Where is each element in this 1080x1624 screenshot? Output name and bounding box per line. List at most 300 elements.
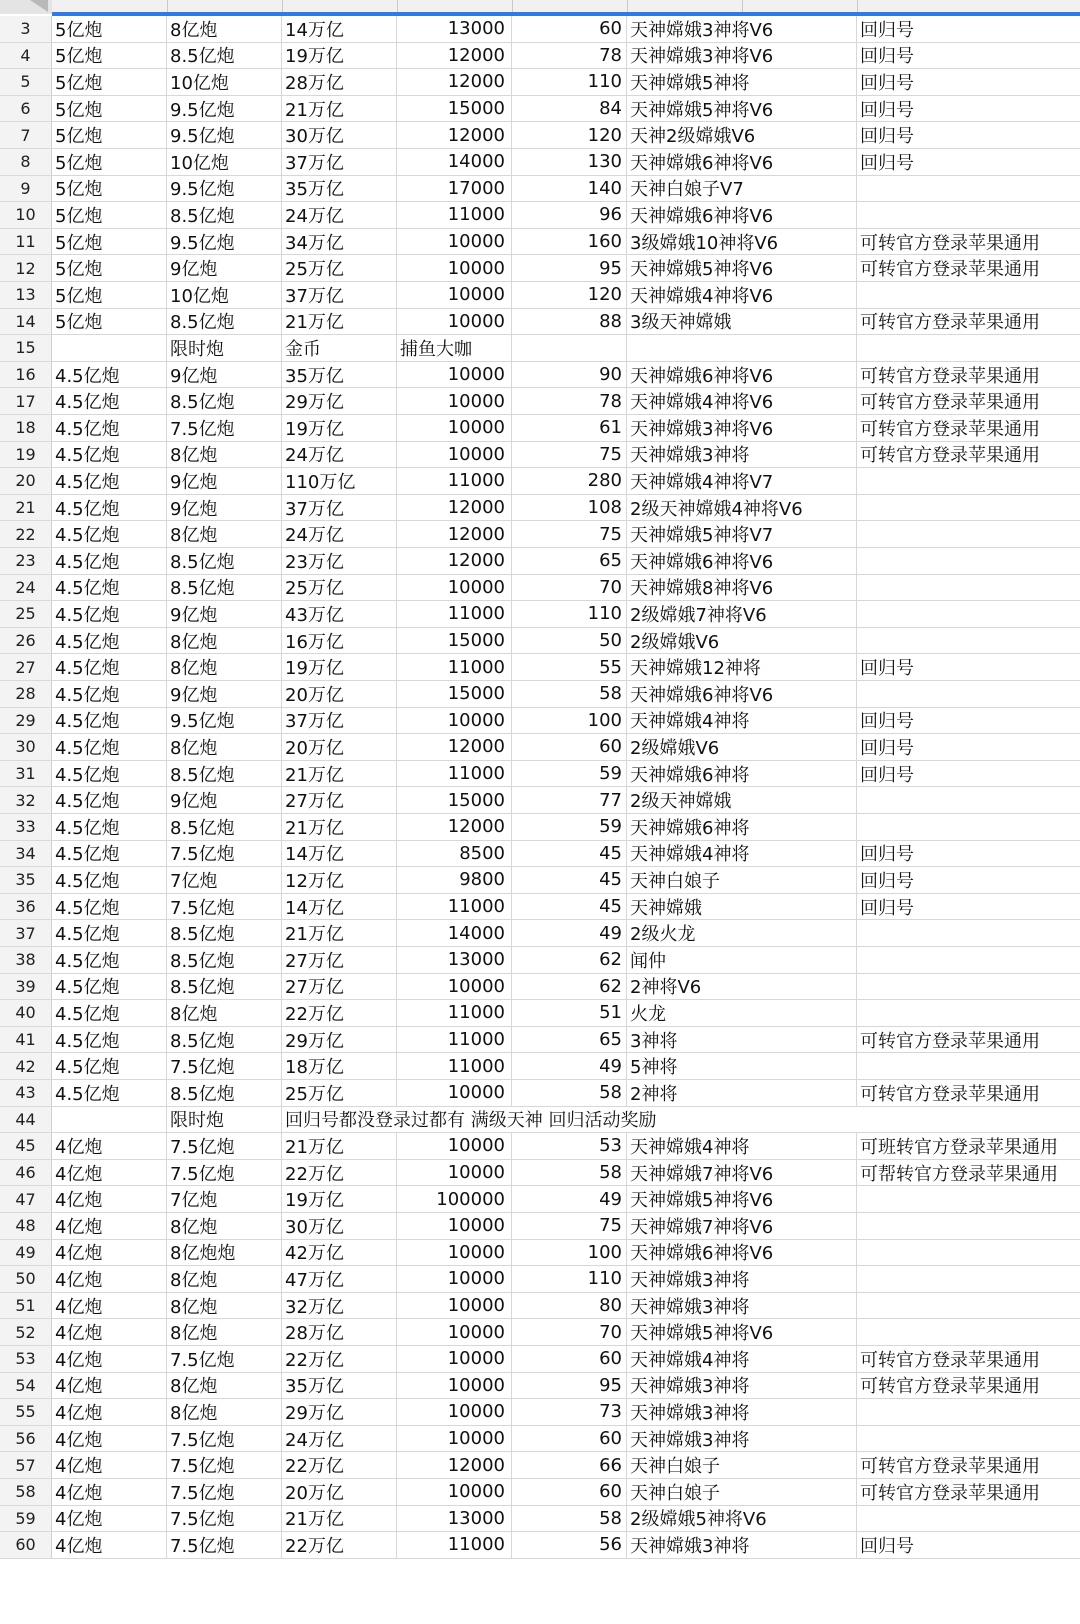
- cell-col-a[interactable]: 4.5亿炮: [52, 521, 167, 548]
- cell-col-d[interactable]: 11000: [397, 1000, 512, 1027]
- row-number[interactable]: 11: [0, 229, 52, 256]
- cell-col-d[interactable]: 12000: [397, 122, 512, 149]
- cell-col-e[interactable]: 66: [512, 1452, 627, 1479]
- cell-col-g[interactable]: [857, 920, 1080, 947]
- cell-col-e[interactable]: 58: [512, 681, 627, 708]
- cell-col-g[interactable]: 回归号: [857, 708, 1080, 735]
- cell-col-f[interactable]: 天神嫦娥3神将: [627, 1399, 857, 1426]
- cell-col-f[interactable]: [627, 1107, 857, 1134]
- cell-col-g[interactable]: [857, 468, 1080, 495]
- cell-col-a[interactable]: 4亿炮: [52, 1160, 167, 1187]
- cell-col-a[interactable]: 4亿炮: [52, 1452, 167, 1479]
- cell-col-f[interactable]: 2级火龙: [627, 920, 857, 947]
- cell-col-e[interactable]: 51: [512, 1000, 627, 1027]
- cell-col-e[interactable]: 84: [512, 96, 627, 123]
- cell-col-d[interactable]: 11000: [397, 1532, 512, 1559]
- cell-col-b[interactable]: 7.5亿炮: [167, 1426, 282, 1453]
- cell-col-g[interactable]: [857, 1213, 1080, 1240]
- cell-col-d[interactable]: 10000: [397, 415, 512, 442]
- cell-col-c[interactable]: 19万亿: [282, 43, 397, 70]
- cell-col-c[interactable]: 30万亿: [282, 1213, 397, 1240]
- cell-col-g[interactable]: 回归号: [857, 122, 1080, 149]
- cell-col-b[interactable]: 9亿炮: [167, 601, 282, 628]
- cell-col-c[interactable]: 28万亿: [282, 1319, 397, 1346]
- cell-col-g[interactable]: [857, 1506, 1080, 1533]
- cell-col-f[interactable]: 天神嫦娥5神将: [627, 69, 857, 96]
- cell-col-e[interactable]: 55: [512, 654, 627, 681]
- cell-col-d[interactable]: 10000: [397, 255, 512, 282]
- cell-col-d[interactable]: 12000: [397, 814, 512, 841]
- cell-col-a[interactable]: 5亿炮: [52, 282, 167, 309]
- cell-col-a[interactable]: 4.5亿炮: [52, 841, 167, 868]
- cell-col-e[interactable]: 61: [512, 415, 627, 442]
- cell-col-e[interactable]: 77: [512, 787, 627, 814]
- row-number[interactable]: 24: [0, 575, 52, 602]
- cell-col-a[interactable]: 5亿炮: [52, 229, 167, 256]
- row-number[interactable]: 14: [0, 309, 52, 336]
- cell-col-g[interactable]: 回归号: [857, 1532, 1080, 1559]
- cell-col-a[interactable]: 5亿炮: [52, 16, 167, 43]
- cell-col-g[interactable]: [857, 974, 1080, 1001]
- cell-col-f[interactable]: 天神嫦娥6神将V6: [627, 149, 857, 176]
- cell-col-d[interactable]: 13000: [397, 16, 512, 43]
- cell-col-d[interactable]: 13000: [397, 1506, 512, 1533]
- cell-col-e[interactable]: 49: [512, 1053, 627, 1080]
- cell-col-d[interactable]: 10000: [397, 1160, 512, 1187]
- cell-col-c[interactable]: 20万亿: [282, 1479, 397, 1506]
- cell-col-f[interactable]: 天神嫦娥3神将: [627, 1532, 857, 1559]
- cell-col-f[interactable]: 天神嫦娥7神将V6: [627, 1213, 857, 1240]
- cell-col-g[interactable]: 可转官方登录苹果通用: [857, 309, 1080, 336]
- cell-col-b[interactable]: 8.5亿炮: [167, 548, 282, 575]
- cell-col-d[interactable]: 11000: [397, 202, 512, 229]
- cell-col-f[interactable]: 3级嫦娥10神将V6: [627, 229, 857, 256]
- cell-col-c[interactable]: 37万亿: [282, 149, 397, 176]
- cell-col-f[interactable]: 天神嫦娥6神将V6: [627, 681, 857, 708]
- cell-col-b[interactable]: 7.5亿炮: [167, 1452, 282, 1479]
- cell-col-d[interactable]: 10000: [397, 1479, 512, 1506]
- cell-col-e[interactable]: 100: [512, 708, 627, 735]
- cell-col-d[interactable]: 11000: [397, 761, 512, 788]
- cell-col-g[interactable]: [857, 628, 1080, 655]
- cell-col-f[interactable]: 5神将: [627, 1053, 857, 1080]
- cell-col-c[interactable]: 43万亿: [282, 601, 397, 628]
- cell-col-d[interactable]: 12000: [397, 43, 512, 70]
- cell-col-d[interactable]: 10000: [397, 1213, 512, 1240]
- row-number[interactable]: 51: [0, 1293, 52, 1320]
- cell-col-b[interactable]: 8.5亿炮: [167, 947, 282, 974]
- cell-col-d[interactable]: 10000: [397, 1240, 512, 1267]
- cell-col-f[interactable]: 2级嫦娥V6: [627, 628, 857, 655]
- cell-col-c[interactable]: 32万亿: [282, 1293, 397, 1320]
- cell-col-b[interactable]: 10亿炮: [167, 69, 282, 96]
- cell-col-b[interactable]: 8亿炮: [167, 1000, 282, 1027]
- cell-col-b[interactable]: 8.5亿炮: [167, 920, 282, 947]
- cell-col-c[interactable]: 回归号都没登录过都有 满级天神 回归活动奖励: [282, 1107, 397, 1134]
- cell-col-a[interactable]: 4.5亿炮: [52, 894, 167, 921]
- cell-col-c[interactable]: 21万亿: [282, 96, 397, 123]
- cell-col-a[interactable]: 4.5亿炮: [52, 495, 167, 522]
- cell-col-g[interactable]: 可转官方登录苹果通用: [857, 1452, 1080, 1479]
- cell-col-c[interactable]: 19万亿: [282, 654, 397, 681]
- cell-col-f[interactable]: 天神嫦娥5神将V6: [627, 1186, 857, 1213]
- cell-col-b[interactable]: 8.5亿炮: [167, 814, 282, 841]
- cell-col-g[interactable]: [857, 202, 1080, 229]
- cell-col-c[interactable]: 25万亿: [282, 575, 397, 602]
- cell-col-c[interactable]: 29万亿: [282, 1399, 397, 1426]
- cell-col-b[interactable]: 8.5亿炮: [167, 974, 282, 1001]
- cell-col-e[interactable]: 60: [512, 1426, 627, 1453]
- cell-col-f[interactable]: 天神嫦娥6神将: [627, 761, 857, 788]
- cell-col-d[interactable]: 12000: [397, 1452, 512, 1479]
- cell-col-c[interactable]: 18万亿: [282, 1053, 397, 1080]
- row-number[interactable]: 13: [0, 282, 52, 309]
- cell-col-e[interactable]: 45: [512, 867, 627, 894]
- cell-col-b[interactable]: 8.5亿炮: [167, 1027, 282, 1054]
- cell-col-g[interactable]: 可班转官方登录苹果通用: [857, 1133, 1080, 1160]
- row-number[interactable]: 32: [0, 787, 52, 814]
- cell-col-f[interactable]: 天神嫦娥4神将: [627, 1133, 857, 1160]
- cell-col-c[interactable]: 金币: [282, 335, 397, 362]
- cell-col-a[interactable]: 4亿炮: [52, 1346, 167, 1373]
- row-number[interactable]: 46: [0, 1160, 52, 1187]
- cell-col-b[interactable]: 9.5亿炮: [167, 96, 282, 123]
- cell-col-f[interactable]: 天神嫦娥3神将: [627, 1373, 857, 1400]
- cell-col-c[interactable]: 14万亿: [282, 16, 397, 43]
- row-number[interactable]: 36: [0, 894, 52, 921]
- cell-col-e[interactable]: 58: [512, 1506, 627, 1533]
- cell-col-f[interactable]: [627, 335, 857, 362]
- cell-col-c[interactable]: 21万亿: [282, 761, 397, 788]
- cell-col-d[interactable]: 12000: [397, 521, 512, 548]
- cell-col-a[interactable]: 4亿炮: [52, 1186, 167, 1213]
- cell-col-b[interactable]: 7.5亿炮: [167, 1160, 282, 1187]
- cell-col-b[interactable]: 9亿炮: [167, 681, 282, 708]
- cell-col-b[interactable]: 10亿炮: [167, 149, 282, 176]
- cell-col-f[interactable]: 2级嫦娥5神将V6: [627, 1506, 857, 1533]
- cell-col-b[interactable]: 7.5亿炮: [167, 1133, 282, 1160]
- cell-col-g[interactable]: 回归号: [857, 761, 1080, 788]
- cell-col-d[interactable]: 14000: [397, 920, 512, 947]
- cell-col-g[interactable]: [857, 1426, 1080, 1453]
- column-divider[interactable]: [512, 0, 513, 12]
- cell-col-b[interactable]: 8亿炮: [167, 1293, 282, 1320]
- row-number[interactable]: 58: [0, 1479, 52, 1506]
- cell-col-g[interactable]: [857, 1240, 1080, 1267]
- cell-col-c[interactable]: 12万亿: [282, 867, 397, 894]
- cell-col-c[interactable]: 29万亿: [282, 388, 397, 415]
- cell-col-b[interactable]: 9亿炮: [167, 255, 282, 282]
- cell-col-d[interactable]: 100000: [397, 1186, 512, 1213]
- cell-col-b[interactable]: 8亿炮: [167, 1213, 282, 1240]
- cell-col-f[interactable]: 天神嫦娥8神将V6: [627, 575, 857, 602]
- cell-col-f[interactable]: 天神白娘子: [627, 867, 857, 894]
- cell-col-d[interactable]: 11000: [397, 1027, 512, 1054]
- cell-col-e[interactable]: 53: [512, 1133, 627, 1160]
- row-number[interactable]: 34: [0, 841, 52, 868]
- cell-col-a[interactable]: 4.5亿炮: [52, 867, 167, 894]
- cell-col-b[interactable]: 8.5亿炮: [167, 575, 282, 602]
- cell-col-a[interactable]: 4.5亿炮: [52, 601, 167, 628]
- cell-col-b[interactable]: 8亿炮: [167, 1266, 282, 1293]
- row-number[interactable]: 19: [0, 442, 52, 469]
- cell-col-g[interactable]: 回归号: [857, 69, 1080, 96]
- cell-col-b[interactable]: 限时炮: [167, 1107, 282, 1134]
- cell-col-a[interactable]: 4亿炮: [52, 1373, 167, 1400]
- cell-col-f[interactable]: 天神嫦娥6神将V6: [627, 362, 857, 389]
- cell-col-e[interactable]: 110: [512, 601, 627, 628]
- row-number[interactable]: 3: [0, 16, 52, 43]
- cell-col-g[interactable]: [857, 947, 1080, 974]
- cell-col-a[interactable]: 4亿炮: [52, 1133, 167, 1160]
- cell-col-e[interactable]: 45: [512, 841, 627, 868]
- cell-col-d[interactable]: 10000: [397, 1133, 512, 1160]
- cell-col-g[interactable]: [857, 1053, 1080, 1080]
- cell-col-f[interactable]: 天神嫦娥6神将V6: [627, 202, 857, 229]
- row-number[interactable]: 8: [0, 149, 52, 176]
- cell-col-c[interactable]: 24万亿: [282, 1426, 397, 1453]
- cell-col-c[interactable]: 35万亿: [282, 1373, 397, 1400]
- cell-col-g[interactable]: [857, 1399, 1080, 1426]
- cell-col-b[interactable]: 8亿炮: [167, 654, 282, 681]
- cell-col-d[interactable]: 10000: [397, 1426, 512, 1453]
- cell-col-f[interactable]: 天神嫦娥12神将: [627, 654, 857, 681]
- cell-col-b[interactable]: 10亿炮: [167, 282, 282, 309]
- cell-col-a[interactable]: 4.5亿炮: [52, 415, 167, 442]
- cell-col-c[interactable]: 22万亿: [282, 1532, 397, 1559]
- cell-col-a[interactable]: 4.5亿炮: [52, 1027, 167, 1054]
- cell-col-d[interactable]: 11000: [397, 894, 512, 921]
- row-number[interactable]: 28: [0, 681, 52, 708]
- cell-col-c[interactable]: 35万亿: [282, 362, 397, 389]
- cell-col-d[interactable]: 10000: [397, 1080, 512, 1107]
- cell-col-c[interactable]: 24万亿: [282, 442, 397, 469]
- cell-col-b[interactable]: 7.5亿炮: [167, 1479, 282, 1506]
- cell-col-f[interactable]: 天神嫦娥4神将: [627, 841, 857, 868]
- row-number[interactable]: 45: [0, 1133, 52, 1160]
- cell-col-d[interactable]: 10000: [397, 708, 512, 735]
- cell-col-f[interactable]: 天神嫦娥4神将: [627, 1346, 857, 1373]
- cell-col-a[interactable]: 4.5亿炮: [52, 947, 167, 974]
- cell-col-e[interactable]: 70: [512, 575, 627, 602]
- cell-col-a[interactable]: 4.5亿炮: [52, 761, 167, 788]
- cell-col-a[interactable]: 4亿炮: [52, 1240, 167, 1267]
- cell-col-g[interactable]: [857, 282, 1080, 309]
- cell-col-g[interactable]: [857, 681, 1080, 708]
- cell-col-d[interactable]: 10000: [397, 388, 512, 415]
- cell-col-b[interactable]: 9亿炮: [167, 787, 282, 814]
- cell-col-e[interactable]: 95: [512, 1373, 627, 1400]
- cell-col-d[interactable]: 11000: [397, 654, 512, 681]
- cell-col-d[interactable]: 10000: [397, 1266, 512, 1293]
- cell-col-b[interactable]: 8.5亿炮: [167, 309, 282, 336]
- cell-col-e[interactable]: 58: [512, 1080, 627, 1107]
- cell-col-f[interactable]: 天神嫦娥3神将: [627, 1266, 857, 1293]
- cell-col-d[interactable]: 10000: [397, 1373, 512, 1400]
- row-number[interactable]: 21: [0, 495, 52, 522]
- cell-col-a[interactable]: 4亿炮: [52, 1426, 167, 1453]
- row-number[interactable]: 47: [0, 1186, 52, 1213]
- cell-col-b[interactable]: 7亿炮: [167, 1186, 282, 1213]
- cell-col-f[interactable]: 2级嫦娥7神将V6: [627, 601, 857, 628]
- cell-col-f[interactable]: 天神嫦娥3神将: [627, 442, 857, 469]
- cell-col-f[interactable]: 2级天神嫦娥: [627, 787, 857, 814]
- cell-col-a[interactable]: 4.5亿炮: [52, 388, 167, 415]
- cell-col-b[interactable]: 限时炮: [167, 335, 282, 362]
- cell-col-g[interactable]: 可转官方登录苹果通用: [857, 255, 1080, 282]
- cell-col-c[interactable]: 37万亿: [282, 282, 397, 309]
- cell-col-f[interactable]: 天神嫦娥4神将: [627, 708, 857, 735]
- cell-col-d[interactable]: 17000: [397, 176, 512, 203]
- cell-col-e[interactable]: 58: [512, 1160, 627, 1187]
- cell-col-a[interactable]: 4亿炮: [52, 1399, 167, 1426]
- column-divider[interactable]: [742, 0, 743, 12]
- cell-col-d[interactable]: 10000: [397, 309, 512, 336]
- row-number[interactable]: 35: [0, 867, 52, 894]
- cell-col-a[interactable]: 5亿炮: [52, 122, 167, 149]
- row-number[interactable]: 39: [0, 974, 52, 1001]
- row-number[interactable]: 27: [0, 654, 52, 681]
- cell-col-a[interactable]: 4.5亿炮: [52, 628, 167, 655]
- cell-col-c[interactable]: 110万亿: [282, 468, 397, 495]
- cell-col-a[interactable]: 4亿炮: [52, 1293, 167, 1320]
- cell-col-f[interactable]: 天神嫦娥3神将V6: [627, 16, 857, 43]
- row-number[interactable]: 44: [0, 1107, 52, 1134]
- cell-col-b[interactable]: 8亿炮: [167, 521, 282, 548]
- cell-col-b[interactable]: 9亿炮: [167, 495, 282, 522]
- cell-col-c[interactable]: 25万亿: [282, 1080, 397, 1107]
- cell-col-d[interactable]: 12000: [397, 495, 512, 522]
- cell-col-f[interactable]: 天神白娘子: [627, 1452, 857, 1479]
- cell-col-e[interactable]: 78: [512, 388, 627, 415]
- cell-col-e[interactable]: 59: [512, 814, 627, 841]
- cell-col-f[interactable]: 闻仲: [627, 947, 857, 974]
- cell-col-b[interactable]: 7.5亿炮: [167, 894, 282, 921]
- cell-col-g[interactable]: [857, 787, 1080, 814]
- cell-col-e[interactable]: 88: [512, 309, 627, 336]
- cell-col-c[interactable]: 47万亿: [282, 1266, 397, 1293]
- cell-col-g[interactable]: [857, 601, 1080, 628]
- cell-col-b[interactable]: 7.5亿炮: [167, 1053, 282, 1080]
- cell-col-g[interactable]: 回归号: [857, 841, 1080, 868]
- cell-col-b[interactable]: 8亿炮: [167, 16, 282, 43]
- cell-col-d[interactable]: 捕鱼大咖: [397, 335, 512, 362]
- cell-col-d[interactable]: 11000: [397, 601, 512, 628]
- row-number[interactable]: 37: [0, 920, 52, 947]
- row-number[interactable]: 7: [0, 122, 52, 149]
- cell-col-a[interactable]: 4.5亿炮: [52, 814, 167, 841]
- cell-col-g[interactable]: [857, 1293, 1080, 1320]
- cell-col-b[interactable]: 9.5亿炮: [167, 176, 282, 203]
- cell-col-g[interactable]: 回归号: [857, 654, 1080, 681]
- cell-col-d[interactable]: 10000: [397, 1399, 512, 1426]
- cell-col-c[interactable]: 19万亿: [282, 1186, 397, 1213]
- cell-col-g[interactable]: [857, 495, 1080, 522]
- cell-col-b[interactable]: 8亿炮: [167, 1373, 282, 1400]
- cell-col-c[interactable]: 27万亿: [282, 787, 397, 814]
- cell-col-f[interactable]: 天神嫦娥3神将: [627, 1426, 857, 1453]
- cell-col-g[interactable]: 可帮转官方登录苹果通用: [857, 1160, 1080, 1187]
- cell-col-g[interactable]: [857, 1319, 1080, 1346]
- row-number[interactable]: 59: [0, 1506, 52, 1533]
- cell-col-a[interactable]: [52, 1107, 167, 1134]
- cell-col-c[interactable]: 22万亿: [282, 1160, 397, 1187]
- cell-col-c[interactable]: 30万亿: [282, 122, 397, 149]
- cell-col-f[interactable]: 天神嫦娥4神将V7: [627, 468, 857, 495]
- cell-col-e[interactable]: 130: [512, 149, 627, 176]
- row-number[interactable]: 49: [0, 1240, 52, 1267]
- cell-col-c[interactable]: 24万亿: [282, 202, 397, 229]
- cell-col-a[interactable]: [52, 335, 167, 362]
- cell-col-d[interactable]: 10000: [397, 282, 512, 309]
- cell-col-a[interactable]: 4亿炮: [52, 1479, 167, 1506]
- row-number[interactable]: 56: [0, 1426, 52, 1453]
- cell-col-g[interactable]: [857, 176, 1080, 203]
- cell-col-d[interactable]: 15000: [397, 628, 512, 655]
- cell-col-f[interactable]: 天神嫦娥6神将: [627, 814, 857, 841]
- row-number[interactable]: 41: [0, 1027, 52, 1054]
- row-number[interactable]: 26: [0, 628, 52, 655]
- cell-col-g[interactable]: 可转官方登录苹果通用: [857, 362, 1080, 389]
- row-number[interactable]: 17: [0, 388, 52, 415]
- cell-col-c[interactable]: 25万亿: [282, 255, 397, 282]
- row-number[interactable]: 5: [0, 69, 52, 96]
- cell-col-g[interactable]: [857, 1000, 1080, 1027]
- cell-col-c[interactable]: 21万亿: [282, 920, 397, 947]
- cell-col-b[interactable]: 8.5亿炮: [167, 388, 282, 415]
- cell-col-e[interactable]: 120: [512, 282, 627, 309]
- column-divider[interactable]: [282, 0, 283, 12]
- cell-col-a[interactable]: 5亿炮: [52, 176, 167, 203]
- cell-col-a[interactable]: 4亿炮: [52, 1319, 167, 1346]
- cell-col-a[interactable]: 5亿炮: [52, 255, 167, 282]
- cell-col-a[interactable]: 5亿炮: [52, 149, 167, 176]
- cell-col-b[interactable]: 8.5亿炮: [167, 1080, 282, 1107]
- cell-col-g[interactable]: 可转官方登录苹果通用: [857, 1373, 1080, 1400]
- cell-col-b[interactable]: 7亿炮: [167, 867, 282, 894]
- cell-col-c[interactable]: 20万亿: [282, 734, 397, 761]
- cell-col-a[interactable]: 5亿炮: [52, 96, 167, 123]
- cell-col-e[interactable]: 65: [512, 1027, 627, 1054]
- row-number[interactable]: 30: [0, 734, 52, 761]
- row-number[interactable]: 31: [0, 761, 52, 788]
- cell-col-d[interactable]: 11000: [397, 468, 512, 495]
- cell-col-b[interactable]: 7.5亿炮: [167, 1532, 282, 1559]
- cell-col-f[interactable]: 2神将: [627, 1080, 857, 1107]
- cell-col-a[interactable]: 4.5亿炮: [52, 974, 167, 1001]
- cell-col-b[interactable]: 7.5亿炮: [167, 415, 282, 442]
- cell-col-c[interactable]: 27万亿: [282, 974, 397, 1001]
- cell-col-b[interactable]: 8亿炮炮: [167, 1240, 282, 1267]
- cell-col-a[interactable]: 4.5亿炮: [52, 708, 167, 735]
- row-number[interactable]: 57: [0, 1452, 52, 1479]
- cell-col-c[interactable]: 24万亿: [282, 521, 397, 548]
- cell-col-b[interactable]: 8.5亿炮: [167, 202, 282, 229]
- cell-col-g[interactable]: 回归号: [857, 894, 1080, 921]
- cell-col-d[interactable]: 12000: [397, 69, 512, 96]
- cell-col-g[interactable]: 回归号: [857, 149, 1080, 176]
- cell-col-c[interactable]: 29万亿: [282, 1027, 397, 1054]
- cell-col-e[interactable]: 95: [512, 255, 627, 282]
- cell-col-a[interactable]: 5亿炮: [52, 43, 167, 70]
- cell-col-e[interactable]: 49: [512, 920, 627, 947]
- cell-col-a[interactable]: 5亿炮: [52, 69, 167, 96]
- row-number[interactable]: 42: [0, 1053, 52, 1080]
- cell-col-a[interactable]: 4.5亿炮: [52, 468, 167, 495]
- cell-col-d[interactable]: 14000: [397, 149, 512, 176]
- cell-col-e[interactable]: 60: [512, 734, 627, 761]
- cell-col-b[interactable]: 8亿炮: [167, 1399, 282, 1426]
